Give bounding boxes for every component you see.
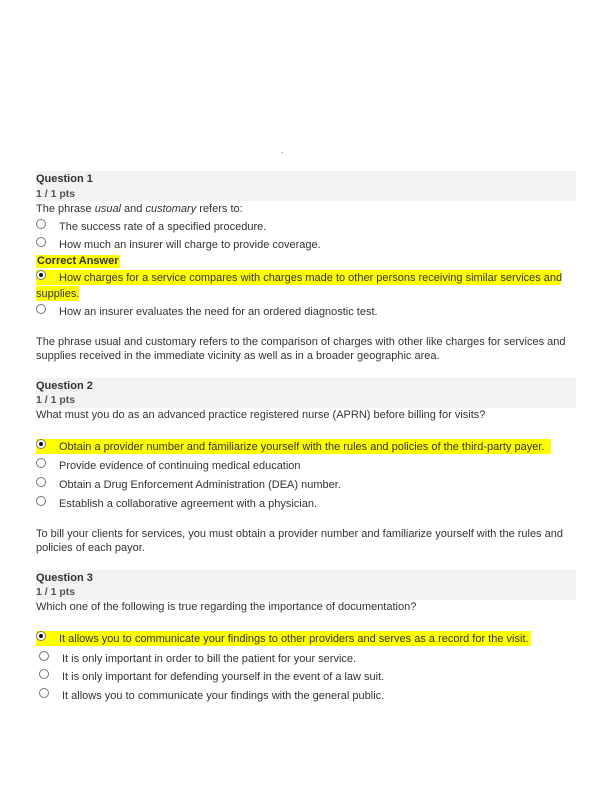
q3-option-3-radio[interactable] (39, 669, 49, 679)
q2-option-3-label[interactable]: Obtain a Drug Enforcement Administration (DEA) number. (59, 479, 341, 491)
q3-option-2-radio[interactable] (39, 651, 49, 661)
question-2-points: 1 / 1 pts (36, 394, 76, 406)
q2-option-2-label[interactable]: Provide evidence of continuing medical education (59, 460, 301, 472)
stray-mark (281, 152, 283, 153)
question-3-header (36, 570, 576, 600)
q3-option-4-radio[interactable] (39, 688, 49, 698)
question-1-prompt (36, 203, 243, 216)
q1-option-3-label-wrap[interactable]: supplies. (36, 288, 80, 300)
q1-option-1-label[interactable]: The success rate of a specified procedure. (59, 221, 267, 233)
q2-explanation: To bill your clients for services, you must obtain a provider number and familiarize yourself with the rules and policies of each payor. (36, 528, 564, 554)
prompt-text: and (121, 203, 146, 215)
q2-option-1-radio-selected[interactable] (36, 439, 46, 449)
question-3-title: Question 3 (36, 572, 93, 584)
q1-option-3-radio-selected[interactable] (36, 270, 46, 280)
question-2-title: Question 2 (36, 380, 93, 392)
q1-option-2-label[interactable]: How much an insurer will charge to provide coverage. (59, 239, 321, 251)
prompt-text: The phrase (36, 203, 95, 215)
q3-option-4-label[interactable]: It allows you to communicate your findings with the general public. (62, 690, 385, 702)
q1-option-2-radio[interactable] (36, 237, 46, 247)
q2-option-4-label[interactable]: Establish a collaborative agreement with a physician. (59, 498, 318, 510)
q1-option-4-radio[interactable] (36, 304, 46, 314)
q1-option-1-radio[interactable] (36, 219, 46, 229)
question-2-header (36, 378, 576, 408)
q2-option-1-label[interactable]: Obtain a provider number and familiarize yourself with the rules and policies of the third-party payer. (59, 441, 545, 453)
q3-option-1-radio-selected[interactable] (36, 631, 46, 641)
prompt-emphasis: customary (145, 203, 197, 215)
question-1-title: Question 1 (36, 173, 93, 185)
correct-answer-label: Correct Answer (37, 255, 119, 267)
question-3-prompt: Which one of the following is true regarding the importance of documentation? (36, 601, 417, 613)
prompt-emphasis: usual (94, 203, 121, 215)
question-2-prompt: What must you do as an advanced practice registered nurse (APRN) before billing for visits? (36, 409, 486, 421)
q1-option-4-label[interactable]: How an insurer evaluates the need for an ordered diagnostic test. (59, 306, 378, 318)
question-1-points: 1 / 1 pts (36, 188, 76, 200)
prompt-text: refers to: (196, 203, 243, 215)
q2-option-3-radio[interactable] (36, 477, 46, 487)
q3-option-1-label[interactable]: It allows you to communicate your findings to other providers and serves as a record for the visit. (59, 633, 529, 645)
question-1-header (36, 171, 576, 201)
q1-explanation: The phrase usual and customary refers to the comparison of charges with other like charges for services and supplies received in the immediate vicinity as well as in a broader geographic area. (36, 336, 566, 362)
q2-option-2-radio[interactable] (36, 458, 46, 468)
q3-option-2-label[interactable]: It is only important in order to bill the patient for your service. (62, 653, 357, 665)
q1-option-3-label[interactable]: How charges for a service compares with charges made to other persons receiving similar services and (59, 272, 563, 284)
q3-option-3-label[interactable]: It is only important for defending yourself in the event of a law suit. (62, 671, 385, 683)
q2-option-4-radio[interactable] (36, 496, 46, 506)
question-3-points: 1 / 1 pts (36, 586, 76, 598)
